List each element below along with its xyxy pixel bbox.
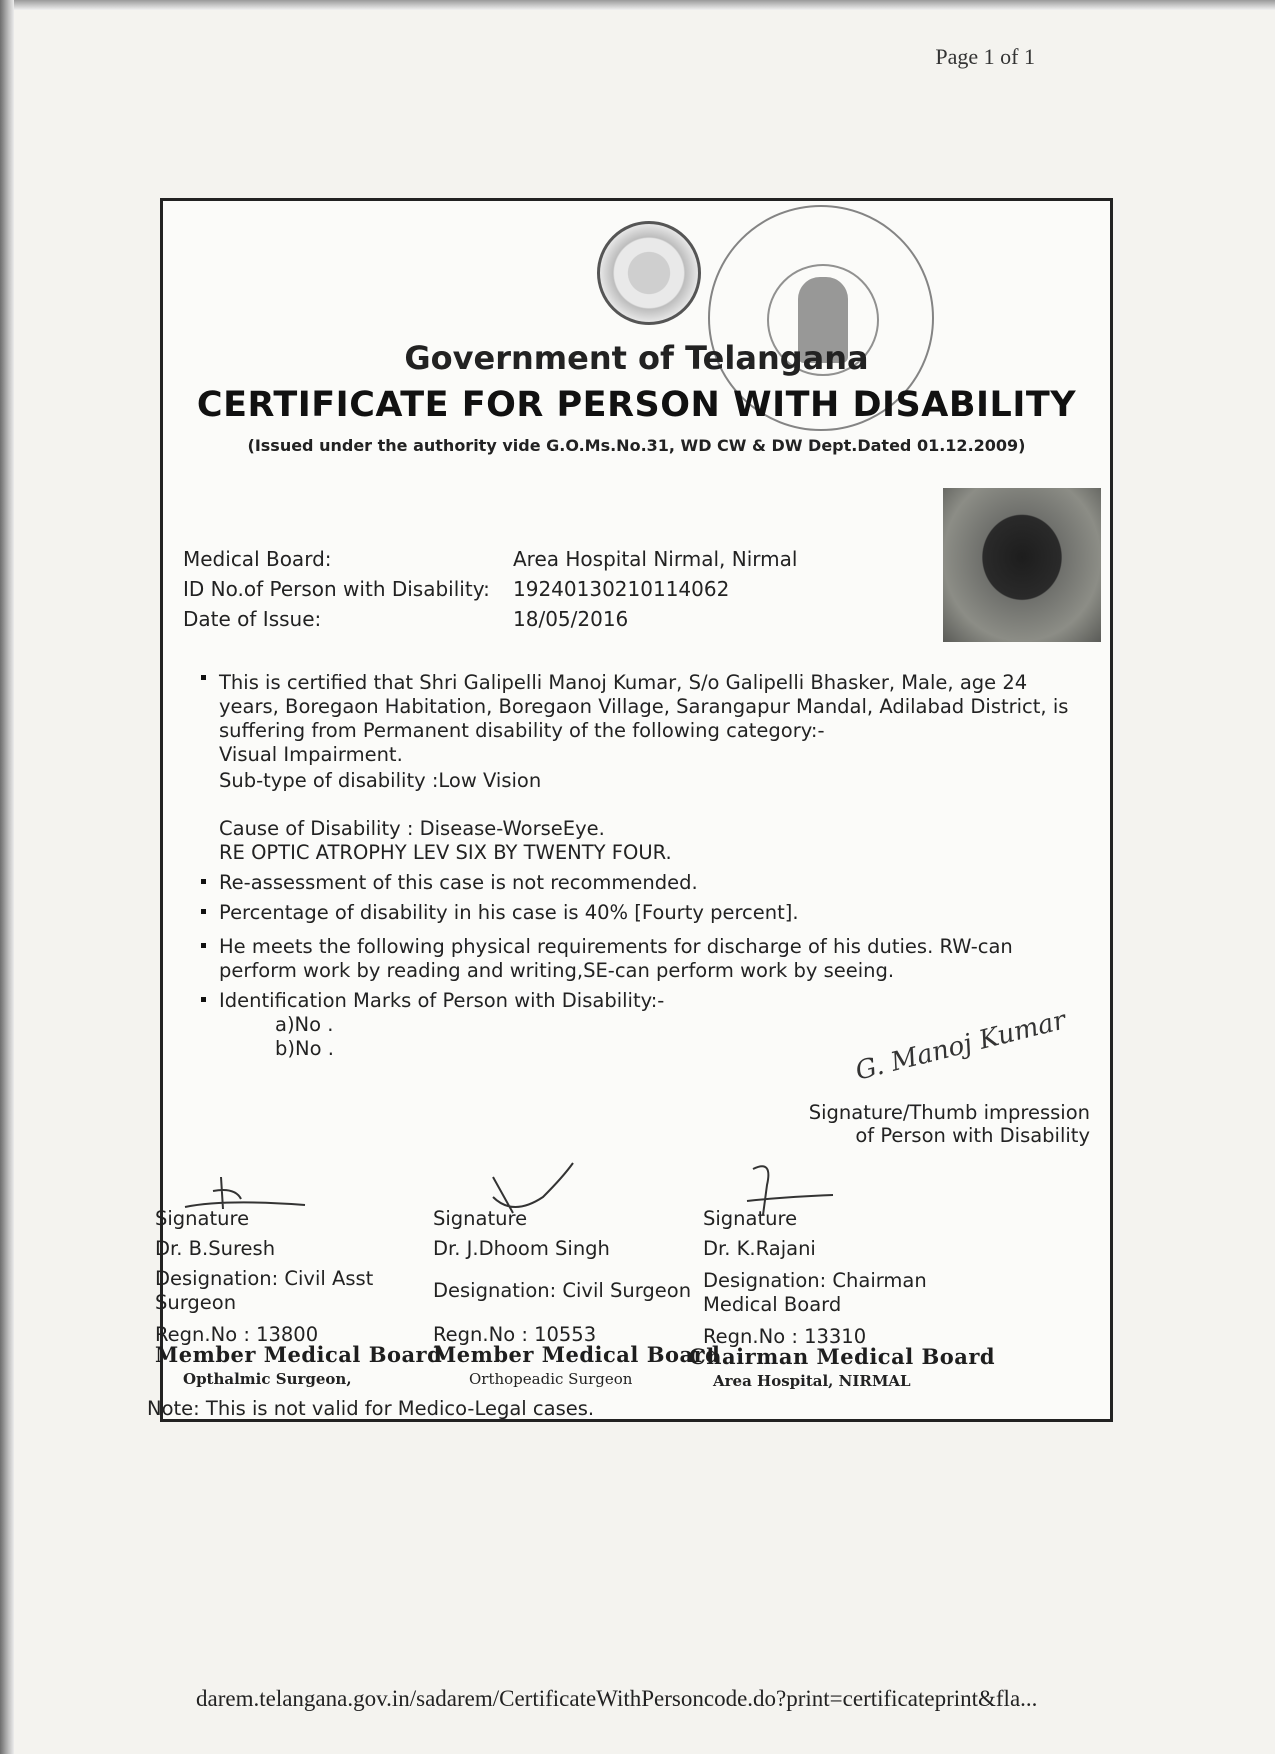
medical-board-value: Area Hospital Nirmal, Nirmal	[513, 547, 798, 571]
date-of-issue-row	[183, 607, 628, 631]
signature-label: Signature	[703, 1207, 798, 1230]
percentage-line	[219, 901, 1089, 925]
signer-stamp-title: Member Medical Board	[155, 1342, 443, 1367]
certificate	[147, 198, 1113, 1422]
signer-regn: Regn.No : 13310	[703, 1325, 867, 1348]
id-marks-label: Identification Marks of Person with Disability:-	[219, 989, 665, 1012]
authority-line: (Issued under the authority vide G.O.Ms.No.31, WD CW & DW Dept.Dated 01.12.2009)	[247, 436, 1026, 455]
reassessment-line	[219, 871, 1089, 895]
date-of-issue-value: 18/05/2016	[513, 607, 629, 631]
state-emblem-seal	[597, 221, 701, 325]
bullet-icon	[201, 675, 206, 680]
cause-of-disability: Cause of Disability : Disease-WorseEye.	[219, 817, 605, 840]
signer-stamp-title: Member Medical Board	[433, 1342, 721, 1367]
signer-designation: Designation: Chairman Medical Board	[703, 1269, 927, 1316]
certification-statement	[219, 671, 1089, 793]
percentage-text: Percentage of disability in his case is 40% [Fourty percent].	[219, 901, 799, 924]
signer-stamp-role: Area Hospital, NIRMAL	[713, 1372, 911, 1390]
signer-name: Dr. J.Dhoom Singh	[433, 1237, 610, 1260]
person-signature-caption	[809, 1101, 1090, 1147]
cause-detail: RE OPTIC ATROPHY LEV SIX BY TWENTY FOUR.	[219, 841, 672, 864]
signer-chairman	[689, 1207, 1003, 1393]
certificate-title: CERTIFICATE FOR PERSON WITH DISABILITY	[196, 385, 1077, 425]
date-of-issue-label: Date of Issue:	[183, 607, 322, 631]
signer-designation: Designation: Civil Asst Surgeon	[155, 1267, 374, 1314]
reassessment-text: Re-assessment of this case is not recommended.	[219, 871, 698, 894]
signer-member-2	[433, 1207, 733, 1391]
bullet-icon	[201, 879, 206, 884]
signature-scribble-icon	[723, 1159, 863, 1219]
disability-category: Visual Impairment.	[219, 743, 403, 766]
signature-scribble-icon	[165, 1169, 315, 1219]
person-photo	[943, 488, 1101, 642]
validity-note: Note: This is not valid for Medico-Legal cases.	[147, 1397, 595, 1420]
signer-stamp-title: Chairman Medical Board	[689, 1344, 996, 1369]
signer-designation: Designation: Civil Surgeon	[433, 1279, 692, 1302]
signature-scribble-icon	[473, 1157, 623, 1217]
page-edge-left	[0, 0, 14, 1754]
signer-stamp-role: Opthalmic Surgeon,	[183, 1370, 352, 1388]
bullet-icon	[201, 943, 206, 948]
signer-stamp-role: Orthopeadic Surgeon	[469, 1370, 633, 1388]
print-url: darem.telangana.gov.in/sadarem/CertificateWithPersoncode.do?print=certificateprint&fla...	[196, 1686, 1038, 1711]
signer-member-1	[155, 1207, 455, 1391]
disability-id-row	[183, 577, 729, 601]
signer-name: Dr. K.Rajani	[703, 1237, 816, 1260]
requirements-text: He meets the following physical requirements for discharge of his duties. RW-can perform work by reading and writing,SE-can perform work by seeing.	[219, 935, 1013, 982]
government-title: Government of Telangana	[404, 339, 869, 377]
bullet-icon	[201, 909, 206, 914]
signature-label: Signature	[433, 1207, 528, 1230]
person-signature: G. Manoj Kumar	[852, 1005, 1069, 1087]
signature-caption-line1: Signature/Thumb impression	[808, 1101, 1090, 1124]
signature-label: Signature	[155, 1207, 250, 1230]
mark-a: a)No .	[275, 1013, 334, 1036]
cause-section	[219, 817, 1089, 865]
signer-regn: Regn.No : 10553	[433, 1323, 597, 1346]
signature-caption-line2: of Person with Disability	[855, 1124, 1090, 1147]
medical-board-label: Medical Board:	[183, 547, 332, 571]
signer-name: Dr. B.Suresh	[155, 1237, 276, 1260]
disability-id-label: ID No.of Person with Disability:	[183, 577, 490, 601]
page-edge-top	[0, 0, 1275, 10]
mark-b: b)No .	[275, 1037, 334, 1060]
certified-text: This is certified that Shri Galipelli Manoj Kumar, S/o Galipelli Bhasker, Male, age 24 years, Boregaon Habitation, Boregaon Village, Sarangapur Mandal, Adilabad District, is suffering from Permanent disability of the following category:-	[219, 671, 1069, 742]
disability-id-value: 19240130210114062	[513, 577, 730, 601]
bullet-icon	[201, 997, 206, 1002]
signer-regn: Regn.No : 13800	[155, 1323, 319, 1346]
medical-board-row	[183, 547, 797, 571]
requirements-line	[219, 935, 1089, 983]
disability-sub-type: Sub-type of disability :Low Vision	[219, 769, 542, 792]
page-number: Page 1 of 1	[935, 44, 1035, 69]
